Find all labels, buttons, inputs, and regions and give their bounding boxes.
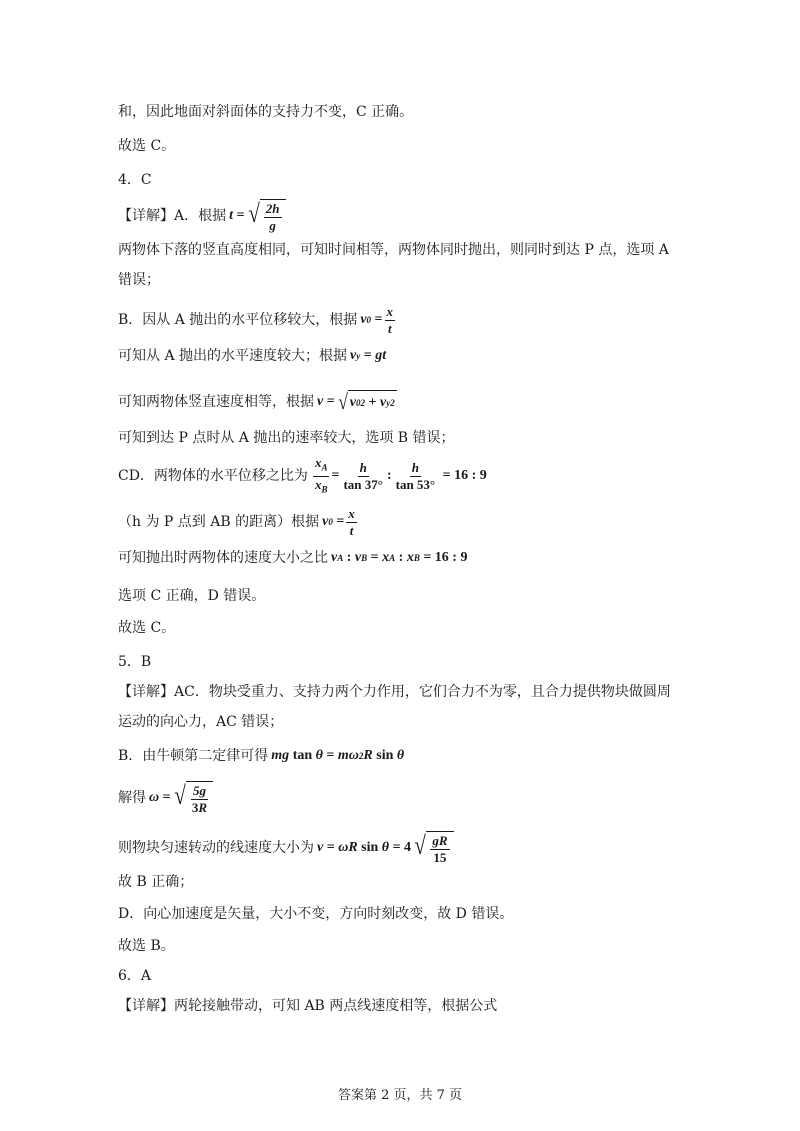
text-line: 可知两物体竖直速度相等，根据 v = √ v 0 2 + v y 2	[118, 389, 395, 414]
answer-6: 6．A	[118, 968, 152, 984]
text-line: 【详解】AC．物块受重力、支持力两个力作用，它们合力不为零，且合力提供物块做圆周	[118, 684, 671, 700]
text-line: 选项 C 正确，D 错误。	[118, 588, 266, 604]
formula-newton: mg tan θ = mω 2 R sin θ	[271, 748, 405, 763]
text-line: 解得 ω = √ $\frac{5g}{3R}$	[118, 776, 213, 820]
formula-ratio-x: $\frac{x_A}{x_B}$ = $\frac{h}{\tan 37^\circ}$ : $\frac{h}{\tan 53^\circ}$ = 16 : 9	[314, 454, 487, 495]
formula-v0: v 0 = $\frac{x}{t}$	[360, 303, 394, 336]
text-line: （h 为 P 点到 AB 的距离）根据 v 0 = $\frac{x}{t}$	[118, 502, 359, 542]
formula-omega: ω = √ $\frac{5g}{3R}$	[149, 781, 213, 816]
text-line: 故选 C。	[118, 620, 176, 636]
answer-4: 4．C	[118, 172, 152, 188]
text-line: 【详解】两轮接触带动，可知 AB 两点线速度相等，根据公式	[118, 998, 498, 1014]
text-line: 和，因此地面对斜面体的支持力不变，C 正确。	[118, 104, 414, 120]
text-line: 【详解】A．根据 t = √ $\frac{2h}{g}$	[118, 194, 286, 238]
text-line: 错误；	[118, 272, 160, 288]
text-line: B．因从 A 抛出的水平位移较大，根据 v 0 = $\frac{x}{t}$	[118, 300, 397, 340]
page-footer: 答案第 2 页，共 7 页	[337, 1088, 463, 1103]
formula-ratio-v: v A : v B = x A : x B = 16 : 9	[331, 550, 468, 565]
text-line: CD．两物体的水平位移之比为 $\frac{x_A}{x_B}$ = $\frac{h}{\tan 37^\circ}$ : $\frac{h}{\tan 53^\circ}$ = 16 : 9	[118, 456, 487, 496]
text-line: 故选 B。	[118, 938, 175, 954]
text-line: 则物块匀速转动的线速度大小为 v = ωR sin θ = 4 √ $\frac{gR}{15}$	[118, 826, 454, 870]
text-line: 可知从 A 抛出的水平速度较大；根据 v y = gt	[118, 348, 387, 364]
formula-v0-2: v 0 = $\frac{x}{t}$	[322, 505, 355, 538]
text-line: 故选 C。	[118, 138, 176, 154]
text-line: 可知抛出时两物体的速度大小之比 v A : v B = x A : x B = 16 : 9	[118, 550, 468, 566]
text-line: 两物体下落的竖直高度相同，可知时间相等，两物体同时抛出，则同时到达 P 点，选项 A	[118, 242, 669, 258]
text-line: D．向心加速度是矢量，大小不变，方向时刻改变，故 D 错误。	[118, 906, 514, 922]
formula-vy: v y = gt	[350, 348, 387, 363]
formula-linear-v: v = ωR sin θ = 4 √ $\frac{gR}{15}$	[317, 831, 454, 866]
text-line: B．由牛顿第二定律可得 mg tan θ = mω 2 R sin θ	[118, 748, 405, 764]
text-line: 运动的向心力，AC 错误；	[118, 714, 284, 730]
text-line: 可知到达 P 点时从 A 抛出的速率较大，选项 B 错误；	[118, 430, 455, 446]
answer-5: 5．B	[118, 654, 152, 670]
text-line: 故 B 正确；	[118, 874, 194, 890]
formula-t: t = √ $\frac{2h}{g}$	[229, 199, 285, 234]
formula-v: v = √ v 0 2 + v y 2	[317, 389, 395, 414]
